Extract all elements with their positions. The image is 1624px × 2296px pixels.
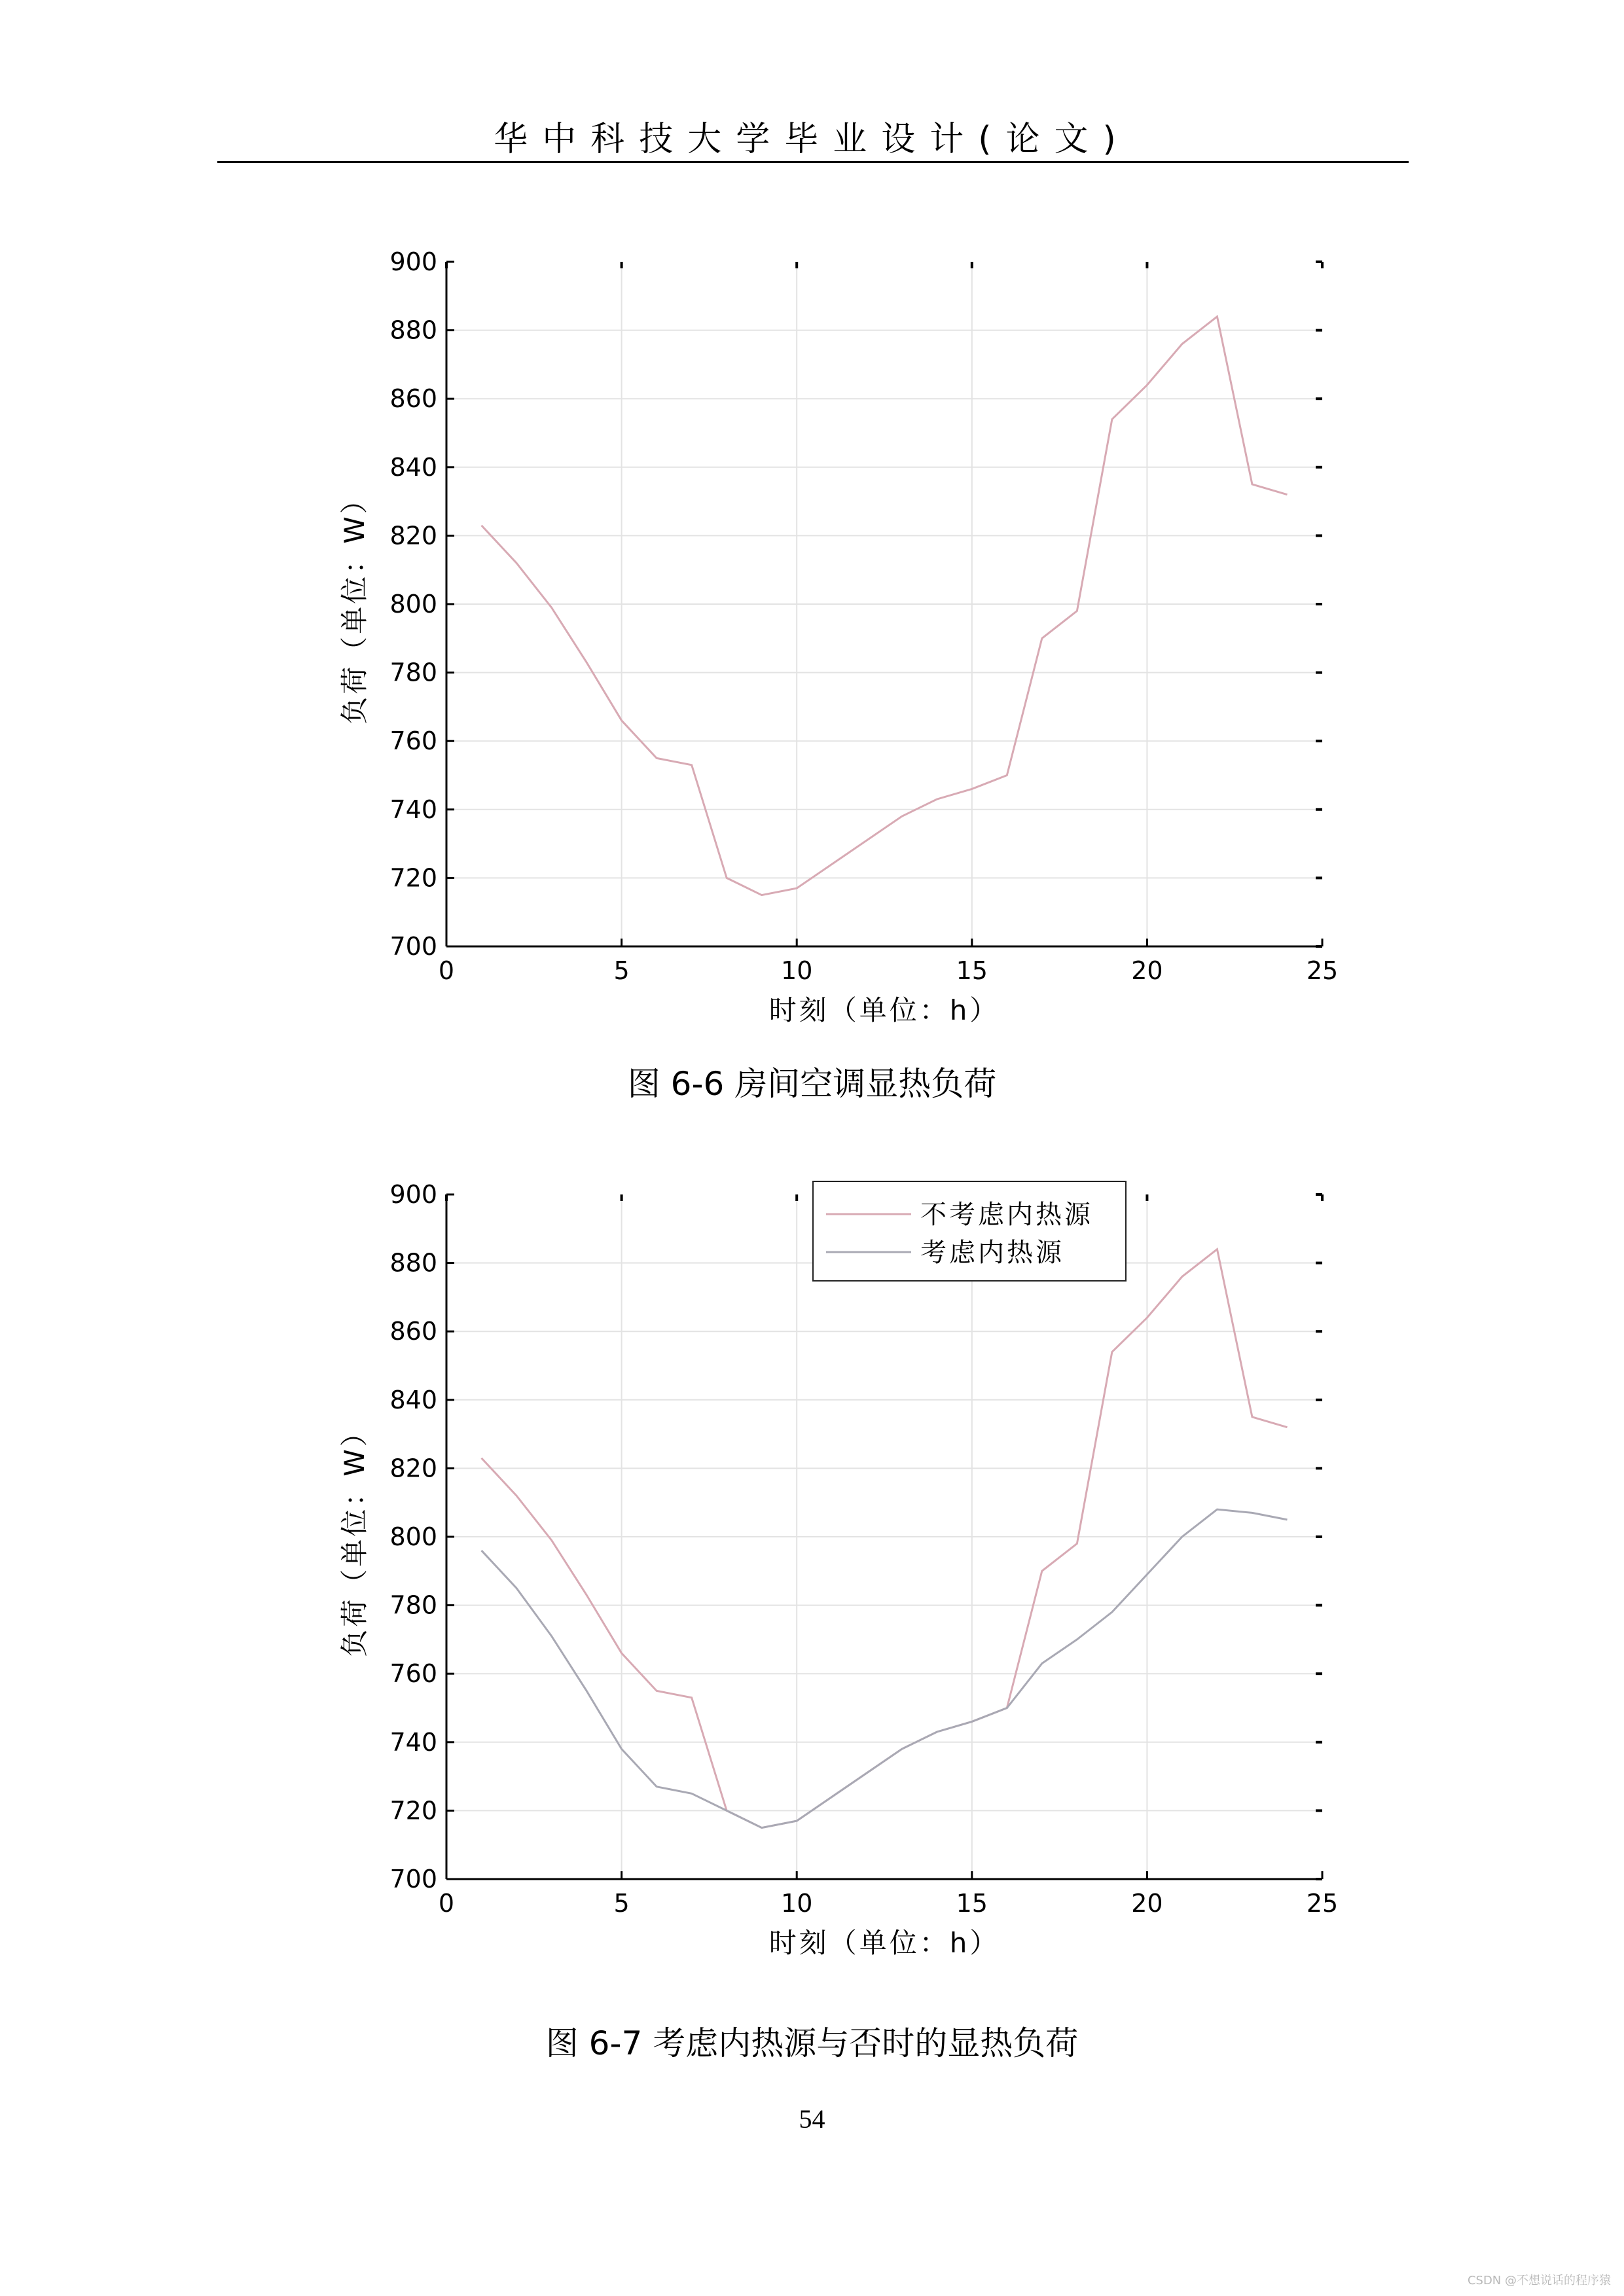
y-axis-label: 负荷（单位：W） bbox=[338, 1416, 370, 1657]
y-tick-label: 800 bbox=[389, 1522, 437, 1551]
y-tick-label: 700 bbox=[389, 932, 437, 961]
y-tick-label: 820 bbox=[389, 1454, 437, 1483]
y-tick-label: 820 bbox=[389, 521, 437, 550]
legend-label-2: 考虑内热源 bbox=[920, 1238, 1064, 1268]
x-tick-label: 20 bbox=[1131, 1889, 1163, 1918]
x-tick-label: 5 bbox=[613, 1889, 630, 1918]
y-tick-label: 760 bbox=[389, 1659, 437, 1689]
y-tick-label: 860 bbox=[389, 1317, 437, 1346]
y-tick-label: 900 bbox=[389, 247, 437, 276]
y-tick-label: 880 bbox=[389, 1248, 437, 1278]
x-tick-label: 20 bbox=[1131, 956, 1163, 985]
watermark: CSDN @不想说话的程序猿 bbox=[1467, 2274, 1611, 2287]
y-tick-label: 740 bbox=[389, 795, 437, 824]
page-header: 华中科技大学毕业设计(论文) bbox=[494, 120, 1130, 159]
chart-internal-heat-comparison bbox=[0, 1155, 1624, 2026]
y-tick-label: 860 bbox=[389, 384, 437, 414]
x-tick-label: 10 bbox=[781, 1889, 813, 1918]
y-tick-label: 900 bbox=[389, 1180, 437, 1209]
page-number: 54 bbox=[799, 2104, 825, 2134]
y-tick-label: 720 bbox=[389, 1796, 437, 1825]
y-tick-label: 720 bbox=[389, 863, 437, 893]
x-axis-label: 时刻（单位：h） bbox=[768, 1927, 1000, 1959]
legend-label-1: 不考虑内热源 bbox=[920, 1200, 1093, 1230]
x-tick-label: 15 bbox=[956, 1889, 988, 1918]
x-tick-label: 0 bbox=[438, 1889, 455, 1918]
chart-room-sensible-load bbox=[0, 223, 1624, 1093]
y-tick-label: 760 bbox=[389, 726, 437, 756]
y-tick-label: 840 bbox=[389, 452, 437, 482]
x-tick-label: 25 bbox=[1306, 956, 1339, 985]
y-tick-label: 800 bbox=[389, 590, 437, 619]
y-tick-label: 780 bbox=[389, 658, 437, 687]
y-tick-label: 840 bbox=[389, 1385, 437, 1414]
x-tick-label: 0 bbox=[438, 956, 455, 985]
x-tick-label: 15 bbox=[956, 956, 988, 985]
x-axis-label: 时刻（单位：h） bbox=[768, 994, 1000, 1026]
series-line-1 bbox=[482, 1249, 1288, 1828]
x-tick-label: 10 bbox=[781, 956, 813, 985]
figure-caption-6-6: 图 6-6 房间空调显热负荷 bbox=[627, 1065, 997, 1103]
figure-caption-6-7: 图 6-7 考虑内热源与否时的显热负荷 bbox=[545, 2024, 1079, 2062]
series-line-1 bbox=[482, 317, 1288, 895]
y-tick-label: 740 bbox=[389, 1727, 437, 1757]
y-tick-label: 880 bbox=[389, 315, 437, 345]
y-tick-label: 700 bbox=[389, 1865, 437, 1893]
series-line-2 bbox=[482, 1509, 1288, 1827]
x-tick-label: 25 bbox=[1306, 1889, 1339, 1918]
y-axis-label: 负荷（单位：W） bbox=[338, 484, 370, 725]
y-tick-label: 780 bbox=[389, 1590, 437, 1620]
x-tick-label: 5 bbox=[613, 956, 630, 985]
header-rule bbox=[217, 161, 1409, 163]
